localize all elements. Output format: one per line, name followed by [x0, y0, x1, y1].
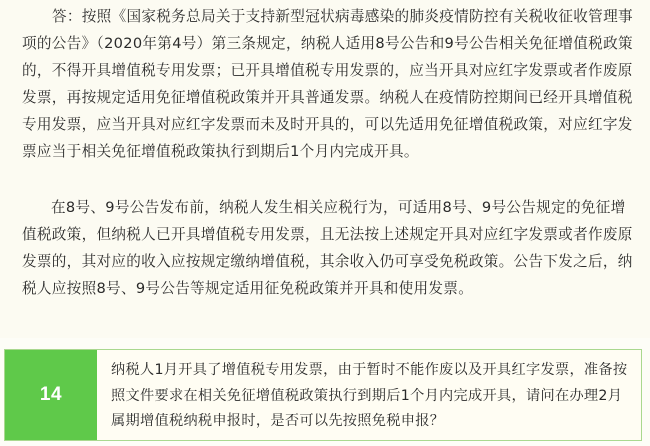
answer-paragraph-2: 在8号、9号公告发布前，纳税人发生相关应税行为，可适用8号、9号公告规定的免征增值税政策，但纳税人已开具增值税专用发票，且无法按上述规定开具对应红字发票或者作废原发票的，其对应的收入应按规定缴纳增值税，其余收入仍可享受免税政策。公告下发之后，纳税人应按照8号、9号公告等规定适用征免税政策并开具和使用发票。 — [22, 199, 633, 297]
question-card — [4, 349, 642, 441]
question-text: 纳税人1月开具了增值税专用发票，由于暂时不能作废以及开具红字发票，准备按照文件要求在相关免征增值税政策执行到期后1个月内完成开具，请问在办理2月属期增值税纳税申报时，是否可以先按照免税申报？ — [111, 362, 628, 429]
answer-paragraph-1: 答：按照《国家税务总局关于支持新型冠状病毒感染的肺炎疫情防控有关税收征收管理事项的公告》（2020年第4号）第三条规定，纳税人适用8号公告和9号公告相关免征增值税政策的，不得开具增值税专用发票；已开具增值税专用发票的，应当开具对应红字发票或者作废原发票，再按规定适用免征增值税政策并开具普通发票。纳税人在疫情防控期间已经开具增值税专用发票，应当开具对应红字发票而未及时开具的，可以先适用免征增值税政策，对应红字发票应当于相关免征增值税政策执行到期后1个月内完成开具。 — [22, 8, 633, 160]
question-number-cell — [5, 350, 97, 440]
question-number: 14 — [39, 384, 63, 405]
